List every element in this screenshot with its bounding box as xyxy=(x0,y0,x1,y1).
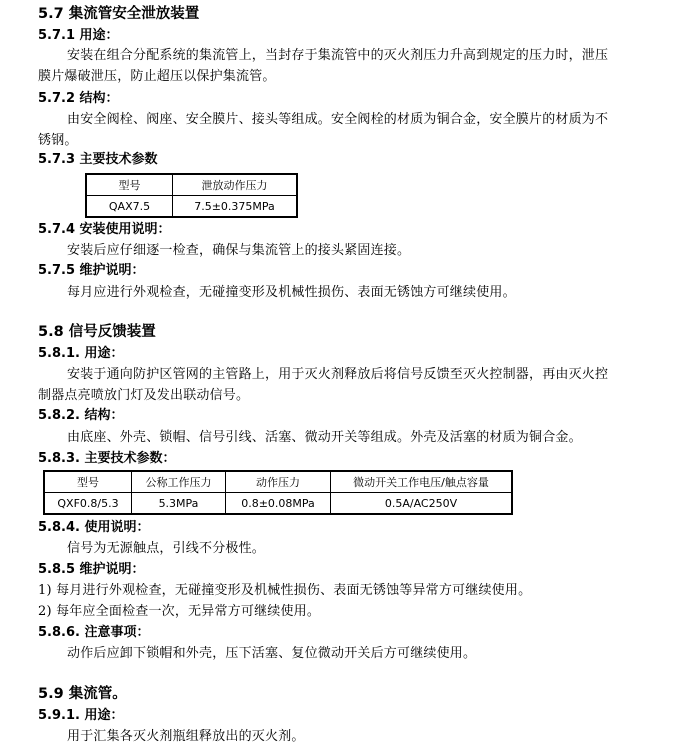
paragraph-line: 安装在组合分配系统的集流管上，当封存于集流管中的灭火剂压力升高到规定的压力时，泄压 xyxy=(67,48,609,63)
table-cell: QXF0.8/5.3 xyxy=(44,493,132,515)
list-item: 1) 每月进行外观检查，无碰撞变形及机械性损伤、表面无锈蚀等异常方可继续使用。 xyxy=(38,583,532,598)
table-header: 动作压力 xyxy=(226,471,331,493)
heading-5-8-2: 5.8.2. 结构： xyxy=(38,408,124,423)
table-header: 型号 xyxy=(86,174,173,196)
paragraph-line: 锈钢。 xyxy=(38,133,78,148)
paragraph-line: 膜片爆破泄压，防止超压以保护集流管。 xyxy=(38,69,276,84)
heading-5-8-5: 5.8.5 维护说明： xyxy=(38,562,145,577)
heading-5-8-1: 5.8.1. 用途： xyxy=(38,346,124,361)
table-header: 型号 xyxy=(44,471,132,493)
paragraph-line: 制器点亮喷放门灯及发出联动信号。 xyxy=(38,388,250,403)
heading-5-7-4: 5.7.4 安装使用说明： xyxy=(38,222,171,237)
heading-5-9-1: 5.9.1. 用途： xyxy=(38,708,124,723)
heading-5-8-6: 5.8.6. 注意事项： xyxy=(38,625,150,640)
heading-5-7-1: 5.7.1 用途： xyxy=(38,28,119,43)
section-5-9-title: 5.9 集流管。 xyxy=(38,686,127,702)
table-cell: 7.5±0.375MPa xyxy=(173,196,298,218)
section-5-7-title: 5.7 集流管安全泄放装置 xyxy=(38,6,200,22)
table-header: 微动开关工作电压/触点容量 xyxy=(331,471,513,493)
paragraph-line: 用于汇集各灭火剂瓶组释放出的灭火剂。 xyxy=(67,729,305,744)
paragraph-line: 由安全阀栓、阀座、安全膜片、接头等组成。安全阀栓的材质为铜合金，安全膜片的材质为不 xyxy=(67,112,609,127)
paragraph-line: 信号为无源触点，引线不分极性。 xyxy=(67,541,266,556)
section-5-8-title: 5.8 信号反馈装置 xyxy=(38,324,156,340)
table-cell: 0.8±0.08MPa xyxy=(226,493,331,515)
spec-table-5-7 xyxy=(85,173,298,218)
list-item: 2) 每年应全面检查一次，无异常方可继续使用。 xyxy=(38,604,321,619)
table-cell: 0.5A/AC250V xyxy=(331,493,513,515)
heading-5-7-3: 5.7.3 主要技术参数 xyxy=(38,152,158,167)
paragraph-line: 每月应进行外观检查，无碰撞变形及机械性损伤、表面无锈蚀方可继续使用。 xyxy=(67,285,516,300)
heading-5-7-5: 5.7.5 维护说明： xyxy=(38,263,145,278)
spec-table-5-8 xyxy=(43,470,513,515)
paragraph-line: 动作后应卸下锁帽和外壳，压下活塞、复位微动开关后方可继续使用。 xyxy=(67,646,477,661)
heading-5-8-3: 5.8.3. 主要技术参数： xyxy=(38,451,176,466)
heading-5-7-2: 5.7.2 结构： xyxy=(38,91,119,106)
table-header: 公称工作压力 xyxy=(132,471,226,493)
paragraph-line: 由底座、外壳、锁帽、信号引线、活塞、微动开关等组成。外壳及活塞的材质为铜合金。 xyxy=(67,430,582,445)
paragraph-line: 安装后应仔细逐一检查，确保与集流管上的接头紧固连接。 xyxy=(67,243,411,258)
heading-5-8-4: 5.8.4. 使用说明： xyxy=(38,520,150,535)
paragraph-line: 安装于通向防护区管网的主管路上，用于灭火剂释放后将信号反馈至灭火控制器，再由灭火控 xyxy=(67,367,609,382)
table-header: 泄放动作压力 xyxy=(173,174,298,196)
table-cell: 5.3MPa xyxy=(132,493,226,515)
table-cell: QAX7.5 xyxy=(86,196,173,218)
